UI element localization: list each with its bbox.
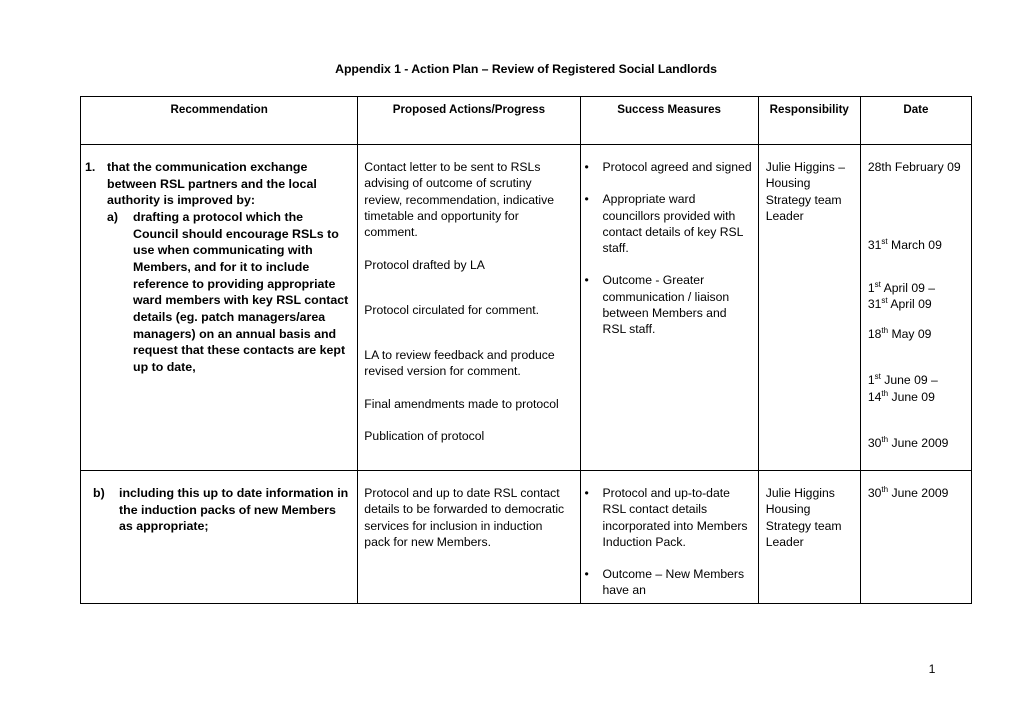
cell-proposed-actions-1: [358, 145, 580, 471]
success-measure-text: Protocol and up-to-date RSL contact details incorporated into Members Induction Pack.: [602, 486, 748, 549]
cell-responsibility-1: [758, 145, 860, 471]
bullet-icon: •: [584, 273, 589, 288]
header-cell-responsibility: [758, 97, 860, 145]
date-entry: 1st June 09 –: [867, 372, 938, 388]
table-row: [81, 145, 972, 471]
bullet-spacer: [585, 550, 752, 566]
recommendation-sub-text: including this up to date information in the induction packs of new Members as appropriate;: [119, 486, 349, 534]
action-paragraph: Publication of protocol: [364, 428, 485, 443]
responsibility-text: Julie Higgins Housing Strategy team Leader: [765, 486, 842, 549]
date-entry: 31st March 09: [867, 237, 942, 253]
cell-success-measures-2: [580, 471, 758, 604]
paragraph-spacer: [364, 412, 571, 428]
date-spacer: [868, 342, 966, 372]
responsibility-text: Julie Higgins – Housing Strategy team Leader: [765, 160, 845, 223]
recommendation-number-marker: 1.: [85, 160, 96, 174]
paragraph-spacer: [364, 380, 571, 396]
action-plan-table: [80, 96, 972, 604]
header-cell-proposed-actions: [358, 97, 580, 145]
success-measure-bullet: [585, 191, 752, 256]
header-label-date: Date: [903, 103, 929, 116]
cell-proposed-actions-2: [358, 471, 580, 604]
success-measure-text: Outcome - Greater communication / liaison between Members and RSL staff.: [602, 273, 730, 337]
date-spacer: [868, 312, 966, 326]
bullet-spacer: [585, 175, 752, 191]
date-entry: 28th February 09: [867, 160, 961, 174]
action-paragraph: Protocol drafted by LA: [364, 258, 485, 273]
bullet-icon: •: [584, 486, 589, 500]
success-measure-bullet: [585, 485, 752, 550]
table-row: [81, 471, 972, 604]
bullet-icon: •: [584, 192, 589, 207]
cell-success-measures-1: [580, 145, 758, 471]
action-paragraph: Contact letter to be sent to RSLs advising of outcome of scrutiny review, recommendation, indicative timetable and opportunity for comment.: [364, 160, 554, 240]
header-label-recommendation: Recommendation: [170, 103, 268, 116]
action-paragraph: Protocol and up to date RSL contact details to be forwarded to democratic services for inclusion in induction pack for new Members.: [364, 486, 565, 549]
action-paragraph: Protocol circulated for comment.: [364, 302, 540, 317]
date-entry: 18th May 09: [867, 326, 932, 342]
cell-date-2: [860, 471, 971, 604]
recommendation-item-1: [85, 159, 351, 209]
date-entry: 30th June 2009: [867, 434, 949, 450]
bullet-icon: •: [584, 567, 589, 582]
cell-responsibility-2: [758, 471, 860, 604]
header-cell-date: [860, 97, 971, 145]
header-label-proposed-actions: Proposed Actions/Progress: [392, 103, 546, 116]
header-cell-success-measures: [580, 97, 758, 145]
date-spacer: [868, 254, 966, 280]
header-label-success-measures: Success Measures: [617, 103, 722, 116]
recommendation-sub-text: drafting a protocol which the Council should encourage RSLs to use when communicating with Members, and for it to include reference to providing appropriate ward members with key RSL contact details (eg. patch managers/area managers) on an annual basis and request that these contacts are kept up to date,: [133, 210, 349, 375]
success-measure-text: Outcome – New Members have an: [602, 567, 745, 598]
table-header-row: [81, 97, 972, 145]
date-spacer: [868, 405, 966, 435]
paragraph-spacer: [364, 318, 571, 347]
recommendation-text: that the communication exchange between RSL partners and the local authority is improved by:: [107, 160, 317, 208]
date-spacer: [868, 175, 966, 237]
cell-recommendation-1: [81, 145, 358, 471]
page-number: 1: [928, 662, 936, 676]
date-entry: 30th June 2009: [867, 484, 949, 500]
header-cell-recommendation: [81, 97, 358, 145]
paragraph-spacer: [364, 274, 571, 302]
cell-recommendation-2: [81, 471, 358, 604]
recommendation-subitem-a: [107, 209, 351, 376]
success-measure-bullet: [585, 566, 752, 599]
paragraph-spacer: [364, 240, 571, 257]
recommendation-sub-marker: a): [107, 210, 119, 225]
recommendation-subitem-b: [93, 485, 351, 535]
bullet-spacer: [585, 256, 752, 272]
cell-date-1: [860, 145, 971, 471]
action-paragraph: LA to review feedback and produce revised version for comment.: [364, 347, 555, 379]
date-entry: 1st April 09 –: [867, 279, 936, 295]
date-entry: 31st April 09: [867, 295, 932, 311]
bullet-icon: •: [584, 160, 589, 174]
success-measure-bullet: [585, 272, 752, 337]
success-measure-text: Appropriate ward councillors provided with contact details of key RSL staff.: [602, 192, 743, 256]
success-measure-text: Protocol agreed and signed: [602, 160, 752, 174]
action-paragraph: Final amendments made to protocol: [364, 396, 559, 411]
page-title: Appendix 1 - Action Plan – Review of Registered Social Landlords: [335, 62, 717, 76]
header-label-responsibility: Responsibility: [769, 103, 849, 116]
date-entry: 14th June 09: [867, 388, 935, 404]
recommendation-sub-marker: b): [93, 486, 105, 500]
success-measure-bullet: [585, 159, 752, 175]
